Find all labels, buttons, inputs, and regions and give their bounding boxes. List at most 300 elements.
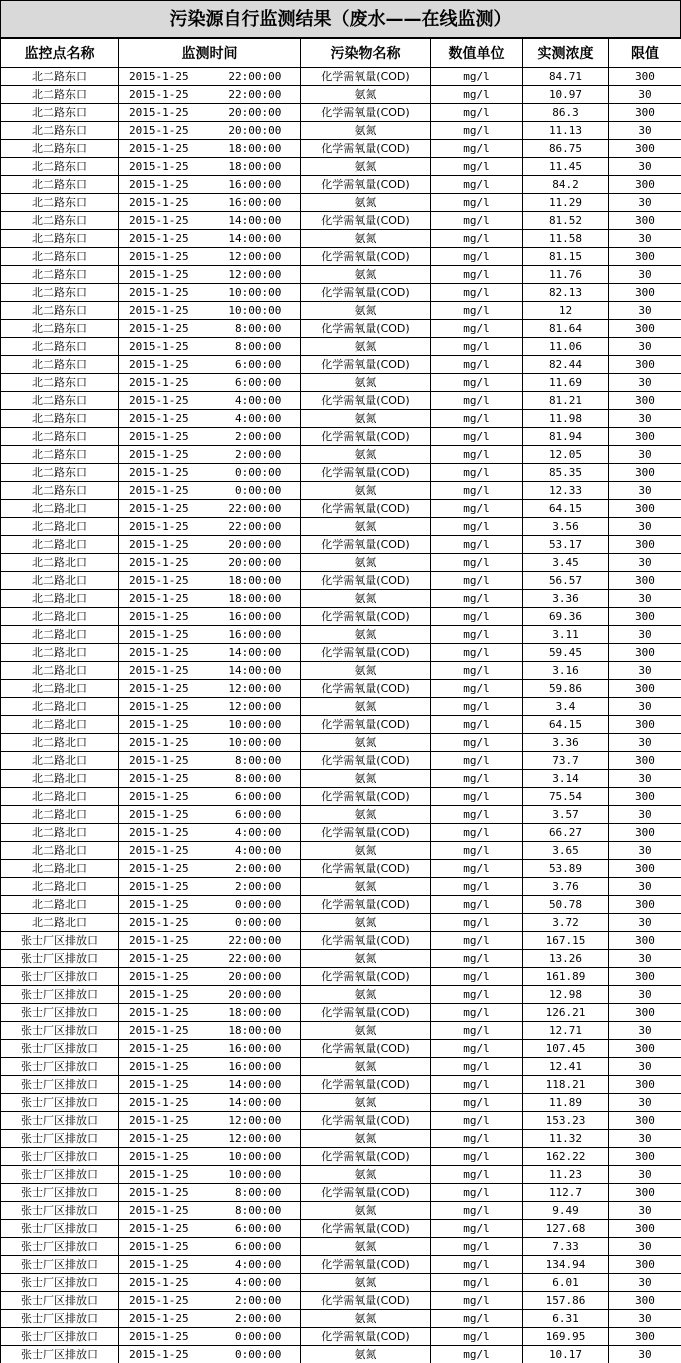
limit-cell: 300 [609, 1292, 681, 1310]
pollutant-cell: 化学需氧量(COD) [301, 1184, 431, 1202]
time-cell: 2015-1-25 18:00:00 [119, 572, 301, 590]
concentration-cell: 59.45 [523, 644, 609, 662]
unit-cell: mg/l [431, 1274, 523, 1292]
time-cell: 2015-1-25 10:00:00 [119, 734, 301, 752]
pollutant-cell: 氨氮 [301, 1094, 431, 1112]
table-row [1, 932, 681, 950]
table-row [1, 68, 681, 86]
time-cell: 2015-1-25 18:00:00 [119, 1004, 301, 1022]
concentration-cell: 6.31 [523, 1310, 609, 1328]
time-cell: 2015-1-25 14:00:00 [119, 212, 301, 230]
table-row [1, 338, 681, 356]
station-cell: 北二路东口 [1, 140, 119, 158]
table-row [1, 212, 681, 230]
table-row [1, 1004, 681, 1022]
limit-cell: 300 [609, 1184, 681, 1202]
table-row [1, 176, 681, 194]
pollutant-cell: 化学需氧量(COD) [301, 608, 431, 626]
concentration-cell: 6.01 [523, 1274, 609, 1292]
unit-cell: mg/l [431, 1292, 523, 1310]
concentration-cell: 3.56 [523, 518, 609, 536]
station-cell: 北二路北口 [1, 590, 119, 608]
pollutant-cell: 氨氮 [301, 194, 431, 212]
station-cell: 北二路北口 [1, 914, 119, 932]
pollutant-cell: 化学需氧量(COD) [301, 248, 431, 266]
header-limit: 限值 [609, 39, 681, 68]
unit-cell: mg/l [431, 1148, 523, 1166]
concentration-cell: 3.14 [523, 770, 609, 788]
time-cell: 2015-1-25 4:00:00 [119, 1256, 301, 1274]
table-row [1, 1184, 681, 1202]
unit-cell: mg/l [431, 950, 523, 968]
station-cell: 北二路东口 [1, 320, 119, 338]
table-row [1, 1130, 681, 1148]
limit-cell: 300 [609, 788, 681, 806]
time-cell: 2015-1-25 20:00:00 [119, 554, 301, 572]
unit-cell: mg/l [431, 932, 523, 950]
time-cell: 2015-1-25 6:00:00 [119, 1238, 301, 1256]
limit-cell: 30 [609, 1058, 681, 1076]
limit-cell: 30 [609, 734, 681, 752]
station-cell: 北二路北口 [1, 572, 119, 590]
unit-cell: mg/l [431, 986, 523, 1004]
unit-cell: mg/l [431, 860, 523, 878]
sheet-title: 污染源自行监测结果（废水——在线监测） [0, 0, 681, 38]
station-cell: 北二路北口 [1, 554, 119, 572]
concentration-cell: 7.33 [523, 1238, 609, 1256]
station-cell: 北二路北口 [1, 770, 119, 788]
pollutant-cell: 氨氮 [301, 302, 431, 320]
unit-cell: mg/l [431, 1112, 523, 1130]
time-cell: 2015-1-25 18:00:00 [119, 140, 301, 158]
time-cell: 2015-1-25 8:00:00 [119, 770, 301, 788]
unit-cell: mg/l [431, 320, 523, 338]
pollutant-cell: 化学需氧量(COD) [301, 500, 431, 518]
limit-cell: 30 [609, 158, 681, 176]
time-cell: 2015-1-25 0:00:00 [119, 896, 301, 914]
unit-cell: mg/l [431, 806, 523, 824]
table-row [1, 968, 681, 986]
limit-cell: 300 [609, 572, 681, 590]
limit-cell: 30 [609, 1130, 681, 1148]
pollutant-cell: 化学需氧量(COD) [301, 356, 431, 374]
limit-cell: 300 [609, 284, 681, 302]
pollutant-cell: 化学需氧量(COD) [301, 140, 431, 158]
concentration-cell: 81.52 [523, 212, 609, 230]
pollutant-cell: 氨氮 [301, 1202, 431, 1220]
limit-cell: 300 [609, 1328, 681, 1346]
table-row [1, 1346, 681, 1363]
table-row [1, 518, 681, 536]
station-cell: 北二路北口 [1, 752, 119, 770]
station-cell: 张士厂区排放口 [1, 1184, 119, 1202]
table-row [1, 464, 681, 482]
time-cell: 2015-1-25 18:00:00 [119, 158, 301, 176]
station-cell: 北二路东口 [1, 482, 119, 500]
unit-cell: mg/l [431, 734, 523, 752]
table-row [1, 950, 681, 968]
time-cell: 2015-1-25 6:00:00 [119, 806, 301, 824]
limit-cell: 30 [609, 1274, 681, 1292]
header-row [1, 39, 681, 68]
time-cell: 2015-1-25 14:00:00 [119, 662, 301, 680]
station-cell: 北二路北口 [1, 842, 119, 860]
station-cell: 张士厂区排放口 [1, 1094, 119, 1112]
unit-cell: mg/l [431, 554, 523, 572]
unit-cell: mg/l [431, 1076, 523, 1094]
time-cell: 2015-1-25 14:00:00 [119, 230, 301, 248]
unit-cell: mg/l [431, 230, 523, 248]
pollutant-cell: 化学需氧量(COD) [301, 932, 431, 950]
pollutant-cell: 氨氮 [301, 1274, 431, 1292]
concentration-cell: 11.06 [523, 338, 609, 356]
concentration-cell: 118.21 [523, 1076, 609, 1094]
time-cell: 2015-1-25 20:00:00 [119, 536, 301, 554]
concentration-cell: 69.36 [523, 608, 609, 626]
time-cell: 2015-1-25 22:00:00 [119, 932, 301, 950]
pollutant-cell: 氨氮 [301, 698, 431, 716]
station-cell: 北二路东口 [1, 86, 119, 104]
pollutant-cell: 化学需氧量(COD) [301, 1256, 431, 1274]
pollutant-cell: 化学需氧量(COD) [301, 1076, 431, 1094]
table-row [1, 608, 681, 626]
table-row [1, 590, 681, 608]
station-cell: 北二路北口 [1, 806, 119, 824]
limit-cell: 300 [609, 752, 681, 770]
limit-cell: 30 [609, 1022, 681, 1040]
table-row [1, 662, 681, 680]
unit-cell: mg/l [431, 194, 523, 212]
concentration-cell: 12.71 [523, 1022, 609, 1040]
table-row [1, 896, 681, 914]
concentration-cell: 81.94 [523, 428, 609, 446]
pollutant-cell: 氨氮 [301, 374, 431, 392]
concentration-cell: 107.45 [523, 1040, 609, 1058]
limit-cell: 300 [609, 212, 681, 230]
pollutant-cell: 氨氮 [301, 482, 431, 500]
time-cell: 2015-1-25 10:00:00 [119, 1148, 301, 1166]
unit-cell: mg/l [431, 1058, 523, 1076]
concentration-cell: 56.57 [523, 572, 609, 590]
table-row [1, 536, 681, 554]
unit-cell: mg/l [431, 788, 523, 806]
pollutant-cell: 化学需氧量(COD) [301, 1112, 431, 1130]
concentration-cell: 10.97 [523, 86, 609, 104]
limit-cell: 300 [609, 104, 681, 122]
concentration-cell: 12.41 [523, 1058, 609, 1076]
time-cell: 2015-1-25 8:00:00 [119, 320, 301, 338]
station-cell: 北二路北口 [1, 644, 119, 662]
table-row [1, 734, 681, 752]
station-cell: 北二路北口 [1, 878, 119, 896]
table-row [1, 554, 681, 572]
station-cell: 北二路东口 [1, 374, 119, 392]
concentration-cell: 157.86 [523, 1292, 609, 1310]
concentration-cell: 3.36 [523, 590, 609, 608]
pollutant-cell: 化学需氧量(COD) [301, 68, 431, 86]
time-cell: 2015-1-25 10:00:00 [119, 302, 301, 320]
pollutant-cell: 氨氮 [301, 1130, 431, 1148]
limit-cell: 30 [609, 1238, 681, 1256]
limit-cell: 300 [609, 500, 681, 518]
station-cell: 张士厂区排放口 [1, 950, 119, 968]
table-row [1, 1040, 681, 1058]
limit-cell: 30 [609, 554, 681, 572]
time-cell: 2015-1-25 0:00:00 [119, 914, 301, 932]
pollutant-cell: 氨氮 [301, 842, 431, 860]
limit-cell: 300 [609, 248, 681, 266]
time-cell: 2015-1-25 6:00:00 [119, 356, 301, 374]
table-row [1, 788, 681, 806]
concentration-cell: 75.54 [523, 788, 609, 806]
time-cell: 2015-1-25 8:00:00 [119, 1202, 301, 1220]
unit-cell: mg/l [431, 266, 523, 284]
header-station: 监控点名称 [1, 39, 119, 68]
limit-cell: 300 [609, 392, 681, 410]
concentration-cell: 11.69 [523, 374, 609, 392]
time-cell: 2015-1-25 2:00:00 [119, 446, 301, 464]
time-cell: 2015-1-25 12:00:00 [119, 1112, 301, 1130]
header-unit: 数值单位 [431, 39, 523, 68]
unit-cell: mg/l [431, 896, 523, 914]
limit-cell: 30 [609, 86, 681, 104]
time-cell: 2015-1-25 14:00:00 [119, 1076, 301, 1094]
limit-cell: 30 [609, 230, 681, 248]
concentration-cell: 82.44 [523, 356, 609, 374]
unit-cell: mg/l [431, 536, 523, 554]
concentration-cell: 86.75 [523, 140, 609, 158]
station-cell: 北二路北口 [1, 860, 119, 878]
station-cell: 北二路北口 [1, 788, 119, 806]
unit-cell: mg/l [431, 1202, 523, 1220]
table-row [1, 644, 681, 662]
table-row [1, 716, 681, 734]
station-cell: 北二路东口 [1, 158, 119, 176]
unit-cell: mg/l [431, 1130, 523, 1148]
time-cell: 2015-1-25 8:00:00 [119, 1184, 301, 1202]
concentration-cell: 162.22 [523, 1148, 609, 1166]
station-cell: 张士厂区排放口 [1, 1130, 119, 1148]
table-row [1, 860, 681, 878]
concentration-cell: 81.64 [523, 320, 609, 338]
unit-cell: mg/l [431, 1004, 523, 1022]
table-row [1, 140, 681, 158]
table-row [1, 500, 681, 518]
limit-cell: 30 [609, 410, 681, 428]
station-cell: 张士厂区排放口 [1, 1202, 119, 1220]
unit-cell: mg/l [431, 464, 523, 482]
station-cell: 北二路东口 [1, 212, 119, 230]
table-row [1, 1022, 681, 1040]
unit-cell: mg/l [431, 824, 523, 842]
pollutant-cell: 化学需氧量(COD) [301, 1328, 431, 1346]
station-cell: 张士厂区排放口 [1, 1256, 119, 1274]
pollutant-cell: 氨氮 [301, 230, 431, 248]
limit-cell: 30 [609, 482, 681, 500]
table-row [1, 842, 681, 860]
table-row [1, 1076, 681, 1094]
time-cell: 2015-1-25 22:00:00 [119, 950, 301, 968]
limit-cell: 300 [609, 680, 681, 698]
limit-cell: 30 [609, 446, 681, 464]
concentration-cell: 3.57 [523, 806, 609, 824]
concentration-cell: 12 [523, 302, 609, 320]
unit-cell: mg/l [431, 500, 523, 518]
pollutant-cell: 氨氮 [301, 734, 431, 752]
limit-cell: 300 [609, 932, 681, 950]
limit-cell: 300 [609, 1220, 681, 1238]
time-cell: 2015-1-25 2:00:00 [119, 1292, 301, 1310]
time-cell: 2015-1-25 10:00:00 [119, 284, 301, 302]
concentration-cell: 50.78 [523, 896, 609, 914]
pollutant-cell: 化学需氧量(COD) [301, 716, 431, 734]
unit-cell: mg/l [431, 680, 523, 698]
unit-cell: mg/l [431, 1310, 523, 1328]
limit-cell: 30 [609, 1166, 681, 1184]
limit-cell: 300 [609, 1076, 681, 1094]
station-cell: 张士厂区排放口 [1, 1274, 119, 1292]
station-cell: 北二路北口 [1, 518, 119, 536]
unit-cell: mg/l [431, 878, 523, 896]
pollutant-cell: 氨氮 [301, 1166, 431, 1184]
concentration-cell: 3.76 [523, 878, 609, 896]
unit-cell: mg/l [431, 68, 523, 86]
concentration-cell: 9.49 [523, 1202, 609, 1220]
time-cell: 2015-1-25 22:00:00 [119, 86, 301, 104]
table-row [1, 230, 681, 248]
limit-cell: 300 [609, 608, 681, 626]
table-row [1, 1310, 681, 1328]
concentration-cell: 3.72 [523, 914, 609, 932]
unit-cell: mg/l [431, 1346, 523, 1363]
pollutant-cell: 氨氮 [301, 1058, 431, 1076]
table-body [1, 68, 681, 1363]
pollutant-cell: 化学需氧量(COD) [301, 788, 431, 806]
limit-cell: 300 [609, 644, 681, 662]
table-row [1, 248, 681, 266]
station-cell: 张士厂区排放口 [1, 1346, 119, 1363]
time-cell: 2015-1-25 10:00:00 [119, 716, 301, 734]
concentration-cell: 12.05 [523, 446, 609, 464]
unit-cell: mg/l [431, 662, 523, 680]
station-cell: 北二路东口 [1, 392, 119, 410]
pollutant-cell: 氨氮 [301, 770, 431, 788]
station-cell: 北二路东口 [1, 248, 119, 266]
time-cell: 2015-1-25 16:00:00 [119, 626, 301, 644]
station-cell: 张士厂区排放口 [1, 1238, 119, 1256]
limit-cell: 300 [609, 1112, 681, 1130]
unit-cell: mg/l [431, 356, 523, 374]
time-cell: 2015-1-25 2:00:00 [119, 428, 301, 446]
unit-cell: mg/l [431, 1256, 523, 1274]
station-cell: 张士厂区排放口 [1, 1292, 119, 1310]
limit-cell: 300 [609, 860, 681, 878]
time-cell: 2015-1-25 16:00:00 [119, 194, 301, 212]
time-cell: 2015-1-25 20:00:00 [119, 986, 301, 1004]
time-cell: 2015-1-25 8:00:00 [119, 752, 301, 770]
limit-cell: 30 [609, 1310, 681, 1328]
pollutant-cell: 化学需氧量(COD) [301, 1004, 431, 1022]
pollutant-cell: 化学需氧量(COD) [301, 860, 431, 878]
time-cell: 2015-1-25 14:00:00 [119, 644, 301, 662]
limit-cell: 300 [609, 176, 681, 194]
table-row [1, 680, 681, 698]
pollutant-cell: 氨氮 [301, 266, 431, 284]
limit-cell: 30 [609, 806, 681, 824]
concentration-cell: 53.17 [523, 536, 609, 554]
station-cell: 北二路东口 [1, 464, 119, 482]
limit-cell: 300 [609, 536, 681, 554]
limit-cell: 30 [609, 266, 681, 284]
concentration-cell: 11.13 [523, 122, 609, 140]
table-row [1, 392, 681, 410]
concentration-cell: 84.2 [523, 176, 609, 194]
unit-cell: mg/l [431, 1040, 523, 1058]
header-pollutant: 污染物名称 [301, 39, 431, 68]
pollutant-cell: 化学需氧量(COD) [301, 392, 431, 410]
limit-cell: 300 [609, 968, 681, 986]
unit-cell: mg/l [431, 518, 523, 536]
station-cell: 北二路北口 [1, 662, 119, 680]
limit-cell: 300 [609, 1148, 681, 1166]
station-cell: 北二路北口 [1, 698, 119, 716]
concentration-cell: 64.15 [523, 716, 609, 734]
unit-cell: mg/l [431, 1328, 523, 1346]
unit-cell: mg/l [431, 914, 523, 932]
concentration-cell: 11.98 [523, 410, 609, 428]
concentration-cell: 81.21 [523, 392, 609, 410]
pollutant-cell: 化学需氧量(COD) [301, 644, 431, 662]
pollutant-cell: 氨氮 [301, 446, 431, 464]
unit-cell: mg/l [431, 392, 523, 410]
pollutant-cell: 氨氮 [301, 878, 431, 896]
pollutant-cell: 氨氮 [301, 86, 431, 104]
station-cell: 北二路东口 [1, 68, 119, 86]
table-row [1, 752, 681, 770]
station-cell: 北二路北口 [1, 626, 119, 644]
table-row [1, 266, 681, 284]
concentration-cell: 73.7 [523, 752, 609, 770]
station-cell: 张士厂区排放口 [1, 1220, 119, 1238]
pollutant-cell: 化学需氧量(COD) [301, 464, 431, 482]
unit-cell: mg/l [431, 158, 523, 176]
limit-cell: 30 [609, 374, 681, 392]
pollutant-cell: 氨氮 [301, 1238, 431, 1256]
limit-cell: 30 [609, 626, 681, 644]
limit-cell: 300 [609, 1040, 681, 1058]
station-cell: 北二路东口 [1, 230, 119, 248]
concentration-cell: 126.21 [523, 1004, 609, 1022]
limit-cell: 30 [609, 878, 681, 896]
unit-cell: mg/l [431, 716, 523, 734]
concentration-cell: 161.89 [523, 968, 609, 986]
concentration-cell: 3.11 [523, 626, 609, 644]
concentration-cell: 134.94 [523, 1256, 609, 1274]
table-row [1, 122, 681, 140]
station-cell: 北二路北口 [1, 500, 119, 518]
time-cell: 2015-1-25 12:00:00 [119, 266, 301, 284]
concentration-cell: 82.13 [523, 284, 609, 302]
table-row [1, 1058, 681, 1076]
table-row [1, 698, 681, 716]
pollutant-cell: 化学需氧量(COD) [301, 1148, 431, 1166]
concentration-cell: 13.26 [523, 950, 609, 968]
pollutant-cell: 氨氮 [301, 410, 431, 428]
station-cell: 北二路北口 [1, 734, 119, 752]
table-row [1, 1202, 681, 1220]
table-row [1, 770, 681, 788]
limit-cell: 300 [609, 1256, 681, 1274]
